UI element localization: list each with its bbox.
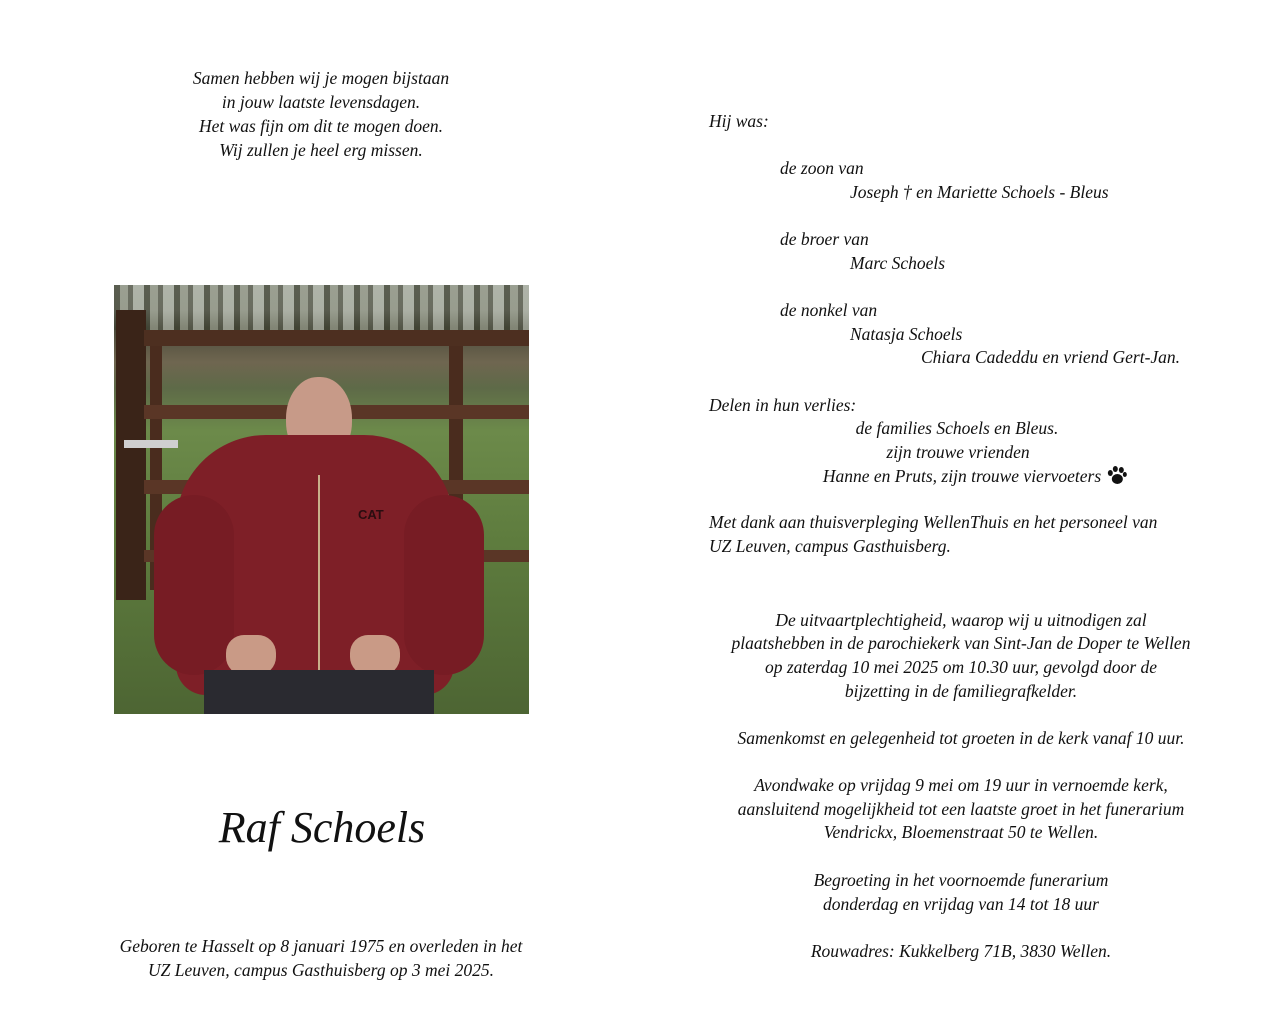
funeral-line: plaatshebben in de parochiekerk van Sint-Jan de Doper te Wellen <box>731 633 1191 653</box>
poem-line: Wij zullen je heel erg missen. <box>219 140 423 160</box>
sharing-label: Delen in hun verlies: <box>709 395 857 415</box>
sharing-line: Hanne en Pruts, zijn trouwe viervoeters <box>822 466 1102 486</box>
relation-name: Natasja Schoels <box>850 324 963 344</box>
deceased-name: Raf Schoels <box>218 803 426 852</box>
sharing-line-pets <box>823 464 1127 488</box>
funeral-line: De uitvaartplechtigheid, waarop wij u uitnodigen zal <box>775 610 1147 630</box>
relation-label: de zoon van <box>780 158 864 178</box>
funeral-line: bijzetting in de familiegrafkelder. <box>844 681 1078 701</box>
paw-print-icon <box>1107 465 1127 485</box>
relation-name: Joseph † en Mariette Schoels - Bleus <box>850 182 1109 202</box>
poem-line: Het was fijn om dit te mogen doen. <box>198 116 444 136</box>
intro-label: Hij was: <box>709 111 769 131</box>
birth-death-line: Geboren te Hasselt op 8 januari 1975 en overleden in het <box>119 936 523 956</box>
relation-name: Marc Schoels <box>850 253 946 273</box>
sharing-line: zijn trouwe vrienden <box>886 442 1030 462</box>
vigil-line: Avondwake op vrijdag 9 mei om 19 uur in vernoemde kerk, <box>754 775 1168 795</box>
thanks-line: UZ Leuven, campus Gasthuisberg. <box>709 536 951 556</box>
thanks-line: Met dank aan thuisverpleging WellenThuis en het personeel van <box>709 512 1158 532</box>
birth-death-line: UZ Leuven, campus Gasthuisberg op 3 mei 2025. <box>148 960 494 980</box>
vigil-line: aansluitend mogelijkheid tot een laatste groet in het funerarium <box>737 799 1185 819</box>
mourning-address: Rouwadres: Kukkelberg 71B, 3830 Wellen. <box>810 941 1112 961</box>
funeral-line: op zaterdag 10 mei 2025 om 10.30 uur, gevolgd door de <box>764 657 1158 677</box>
vigil-line: Vendrickx, Bloemenstraat 50 te Wellen. <box>823 822 1099 842</box>
visitation-line: Begroeting in het voornoemde funerarium <box>813 870 1109 890</box>
hoodie-logo: CAT <box>358 507 384 522</box>
poem-line: Samen hebben wij je mogen bijstaan <box>192 68 450 88</box>
sharing-line: de families Schoels en Bleus. <box>855 418 1059 438</box>
gathering-line: Samenkomst en gelegenheid tot groeten in de kerk vanaf 10 uur. <box>737 728 1185 748</box>
relation-label: de nonkel van <box>780 300 878 320</box>
portrait-photo <box>114 285 529 714</box>
relation-name: Chiara Cadeddu en vriend Gert-Jan. <box>921 347 1181 367</box>
visitation-line: donderdag en vrijdag van 14 tot 18 uur <box>823 894 1099 914</box>
relation-label: de broer van <box>780 229 869 249</box>
poem-line: in jouw laatste levensdagen. <box>221 92 421 112</box>
